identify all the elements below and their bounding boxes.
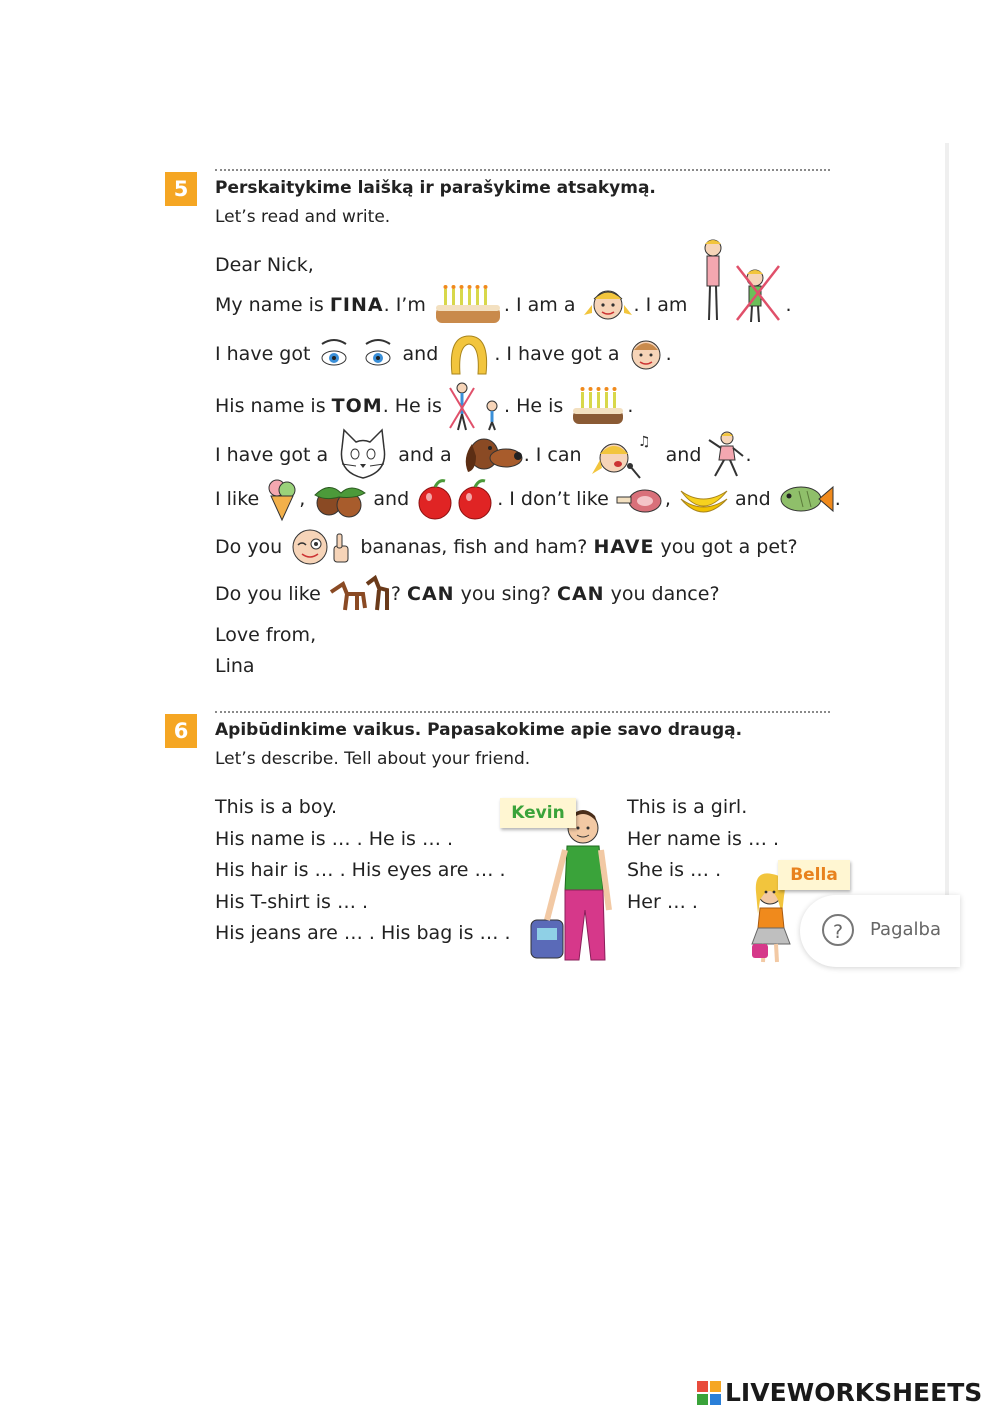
page-edge — [945, 143, 949, 963]
boy-description: This is a boy. His name is … . He is … . His hair is … . His eyes are … . His T-shirt is … . His jeans are … . His bag is … . — [215, 796, 511, 944]
letter-closing: Love from, — [215, 624, 317, 646]
ham-icon — [615, 483, 665, 515]
mirrored-word: CAN — [407, 583, 455, 605]
help-label: Pagalba — [870, 919, 941, 940]
singing-girl-icon — [588, 430, 660, 480]
section-divider — [215, 169, 830, 171]
question-circle-icon: ? — [822, 914, 854, 946]
ice-cream-icon — [265, 476, 299, 522]
tall-short-boys-icon — [448, 380, 504, 432]
letter-greeting: Dear Nick, — [215, 254, 314, 276]
dog-icon — [458, 432, 524, 478]
exercise-number: 5 — [165, 172, 197, 206]
dancing-girl-icon — [707, 430, 745, 480]
mirrored-word: HAVE — [593, 536, 655, 558]
letter-line-2: I have got and . I have got a . — [215, 332, 672, 368]
exercise-subtitle: Let’s read and write. — [215, 207, 391, 227]
boy-face-icon — [626, 334, 666, 374]
tall-short-girls-icon — [693, 236, 785, 326]
exercise-subtitle: Let’s describe. Tell about your friend. — [215, 749, 531, 769]
letter-line-4: I have got a and a . I can ♫ and . — [215, 428, 752, 464]
cat-icon — [334, 428, 392, 482]
birthday-cake-icon — [432, 283, 504, 327]
hazelnuts-icon — [311, 479, 367, 519]
exercise-title: Apibūdinkime vaikus. Papasakokime apie savo draugą. — [215, 720, 743, 740]
letter-signature: Lina — [215, 655, 255, 677]
bananas-icon — [677, 481, 729, 517]
liveworksheets-logo[interactable] — [697, 1378, 982, 1408]
mirrored-word: CAN — [557, 583, 605, 605]
fish-icon — [777, 481, 835, 517]
letter-line-6: Do you bananas, fish and ham? HAVE you got a pet? — [215, 526, 798, 562]
exercise-number: 6 — [165, 714, 197, 748]
mirrored-name: ΓINA — [329, 294, 384, 316]
liveworksheets-mark-icon — [697, 1381, 721, 1405]
girl-description: This is a girl. Her name is … . She is … . Her … . — [627, 796, 780, 913]
kevin-name-tag: Kevin — [500, 798, 576, 828]
help-button[interactable] — [800, 895, 960, 967]
letter-line-7: Do you like ? CAN you sing? CAN you dance? — [215, 574, 720, 610]
horse-pony-icon — [327, 574, 391, 614]
blue-eyes-icon — [316, 336, 396, 372]
svg-text:♫: ♫ — [637, 434, 651, 450]
girl-face-icon — [582, 285, 634, 325]
letter-line-5: I like , and . I don’t like , and . — [215, 476, 841, 512]
letter-line-3: His name is TOM. He is . He is . — [215, 380, 633, 416]
bella-name-tag: Bella — [778, 860, 850, 890]
blonde-hair-icon — [444, 332, 494, 376]
letter-line-1: My name is ΓINA. I’m . I am a . I am . — [215, 283, 791, 319]
exercise-title: Perskaitykime laišką ir parašykime atsakymą. — [215, 178, 656, 198]
winking-face-thumbs-up-icon — [288, 526, 354, 568]
birthday-cake-icon — [569, 384, 627, 428]
brand-text: LIVEWORKSHEETS — [725, 1378, 983, 1407]
apples-icon — [415, 477, 497, 521]
mirrored-name: TOM — [331, 395, 383, 417]
section-divider — [215, 711, 830, 713]
